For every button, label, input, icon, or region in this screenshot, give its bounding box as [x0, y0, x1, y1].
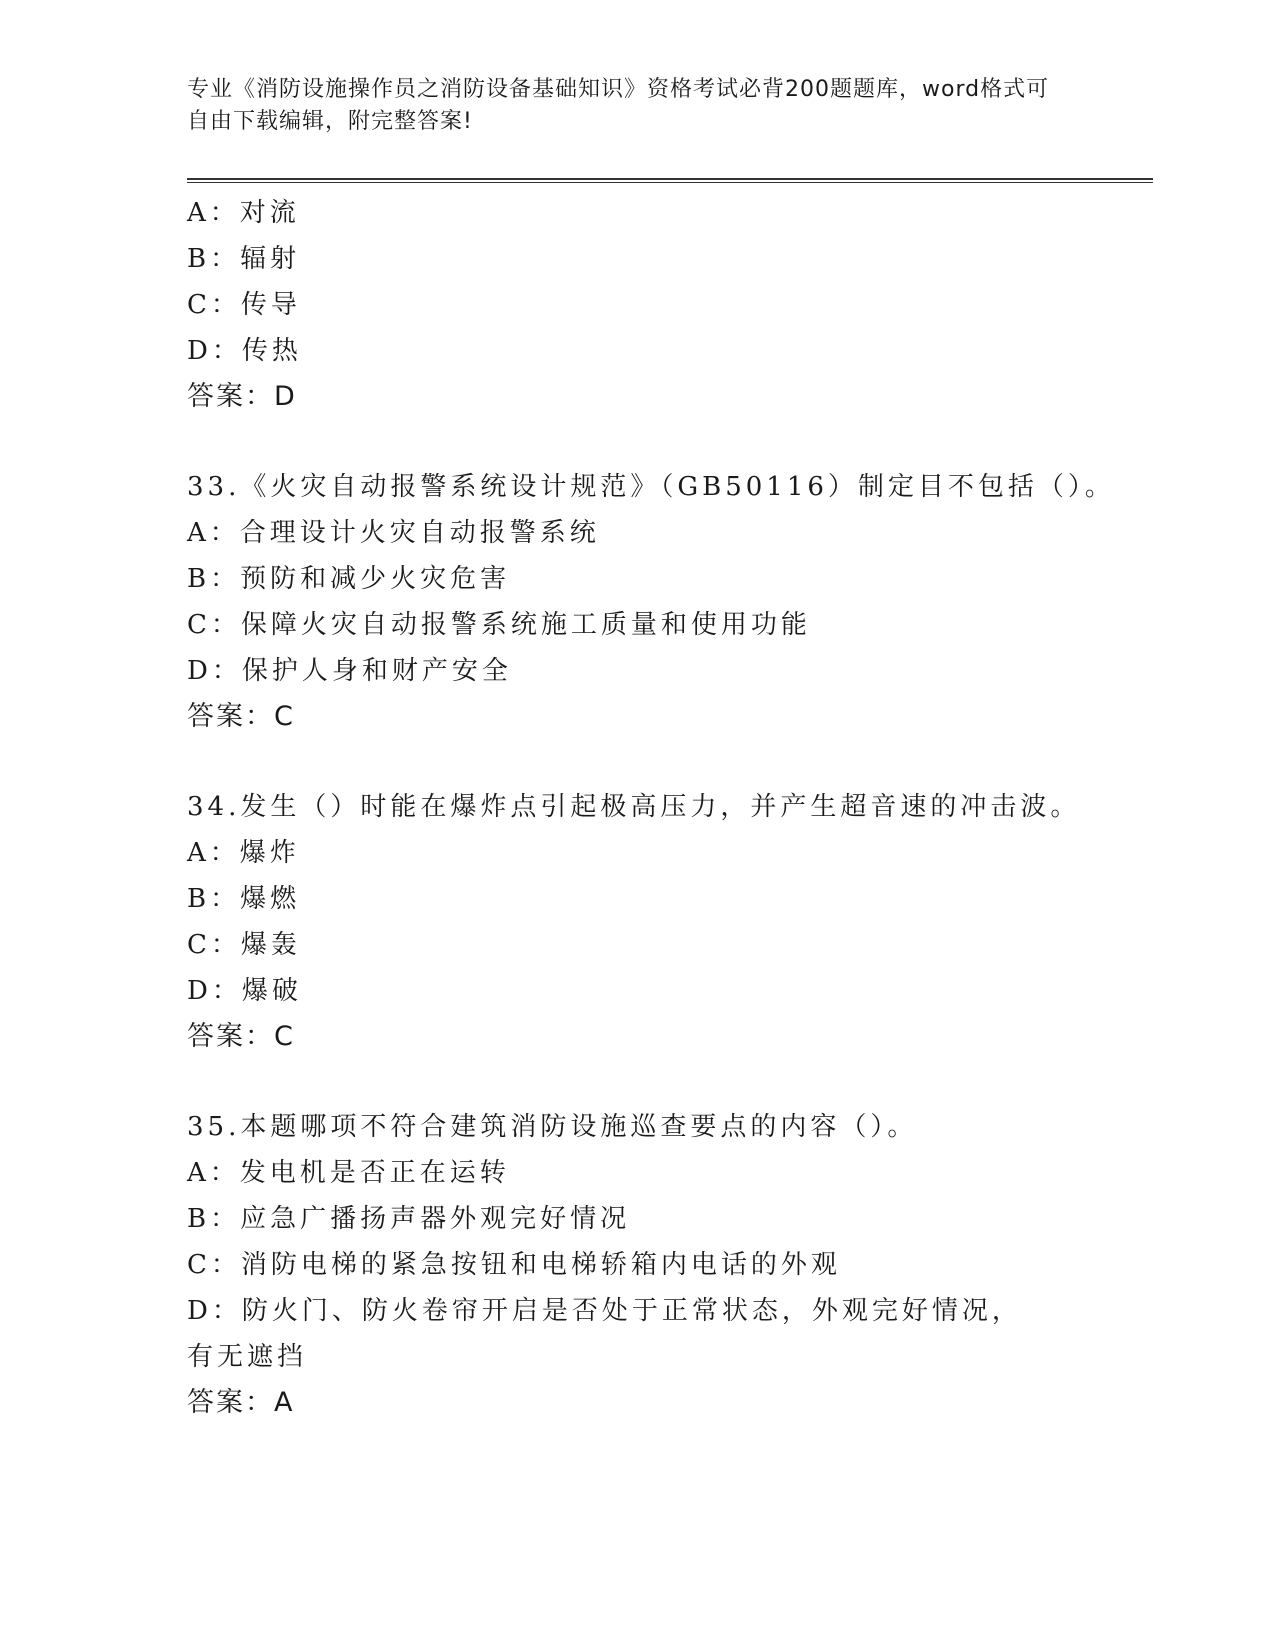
- answer-label: 答案：C: [187, 701, 295, 732]
- question-list: [187, 190, 1115, 1426]
- question-text: 35.本题哪项不符合建筑消防设施巡查要点的内容（）。: [187, 1112, 918, 1142]
- document-header: 专业《消防设施操作员之消防设备基础知识》资格考试必背200题题库，word格式可自由下载编辑，附完整答案!: [187, 77, 1050, 134]
- question-34: [187, 784, 1087, 1060]
- question-32: [187, 190, 1087, 420]
- question-35: [187, 1104, 1087, 1426]
- option-b: B：预防和减少火灾危害: [187, 564, 511, 594]
- option-c: C：消防电梯的紧急按钮和电梯轿箱内电话的外观: [187, 1250, 841, 1280]
- header-divider: [187, 178, 1153, 183]
- answer-label: 答案：A: [187, 1387, 295, 1418]
- answer-label: 答案：D: [187, 381, 297, 412]
- option-c: C：传导: [187, 290, 301, 320]
- answer-label: 答案：C: [187, 1021, 295, 1052]
- option-d: D：爆破: [187, 976, 302, 1006]
- option-c: C：爆轰: [187, 930, 301, 960]
- option-a: A：对流: [187, 198, 300, 228]
- option-a: A：发电机是否正在运转: [187, 1158, 510, 1188]
- option-b: B：应急广播扬声器外观完好情况: [187, 1204, 631, 1234]
- option-d: D：传热: [187, 336, 302, 366]
- question-text: 34.发生（）时能在爆炸点引起极高压力，并产生超音速的冲击波。: [187, 792, 1081, 822]
- option-b: B：辐射: [187, 244, 301, 274]
- option-a: A：爆炸: [187, 838, 300, 868]
- option-c: C：保障火灾自动报警系统施工质量和使用功能: [187, 610, 811, 640]
- option-d: D：保护人身和财产安全: [187, 656, 512, 686]
- question-text: 33.《火灾自动报警系统设计规范》（GB50116）制定目不包括（）。: [187, 472, 1115, 502]
- question-33: [187, 464, 1115, 740]
- option-d: D：防火门、防火卷帘开启是否处于正常状态，外观完好情况，有无遮挡: [187, 1296, 1022, 1372]
- option-a: A：合理设计火灾自动报警系统: [187, 518, 600, 548]
- option-b: B：爆燃: [187, 884, 301, 914]
